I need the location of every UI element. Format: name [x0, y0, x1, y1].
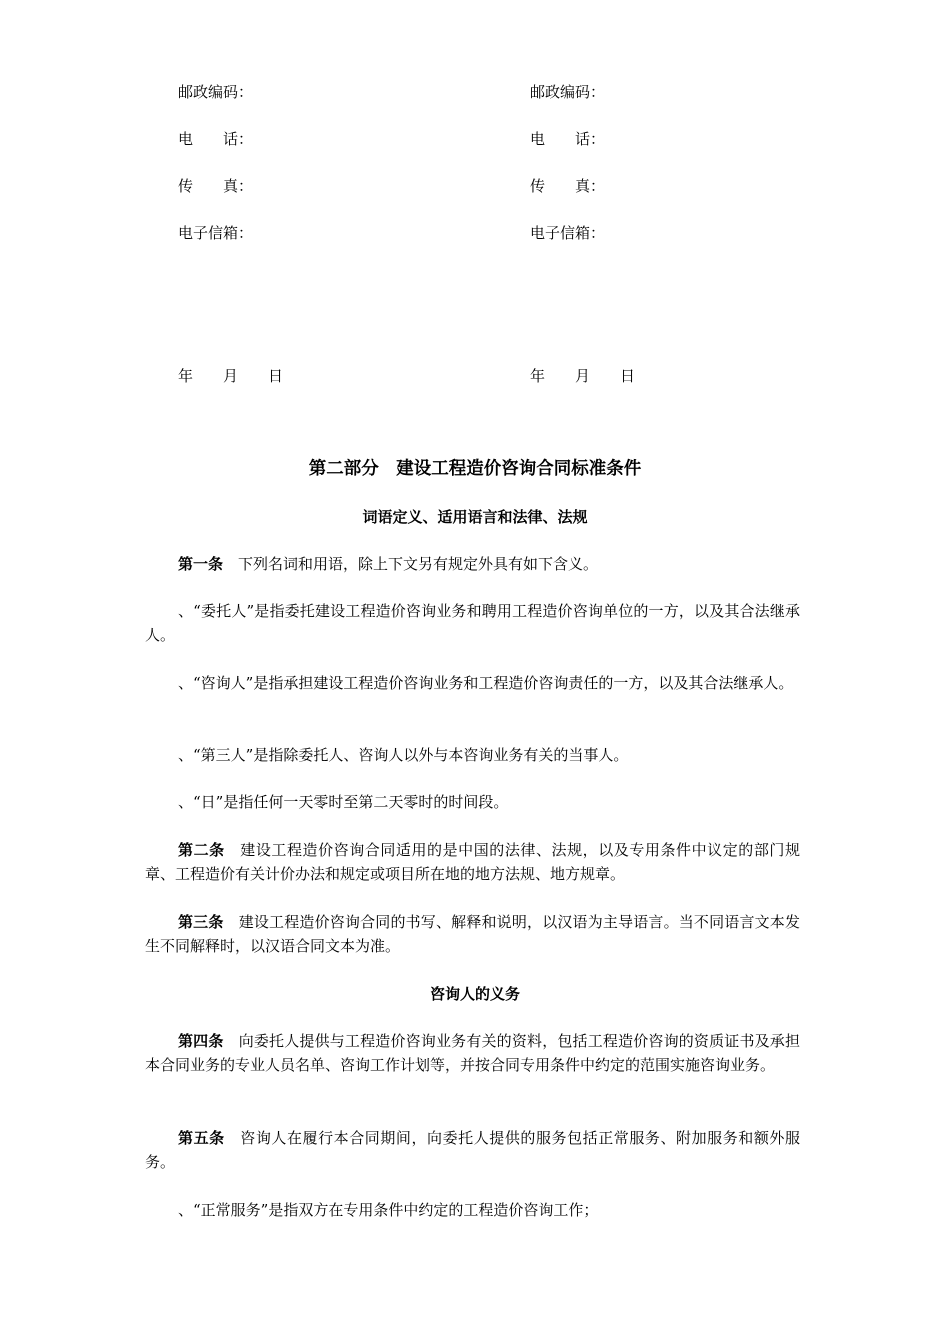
phone-row — [0, 127, 950, 151]
definition-item-client — [145, 599, 800, 647]
phone-label-left: 电 话： — [178, 130, 254, 148]
definition-item-day — [145, 790, 800, 814]
definition-item-consultant — [145, 671, 800, 695]
definition-item-third-party — [145, 743, 800, 767]
definition-text: 、“日”是指任何一天零时至第二天零时的时间段。 — [178, 793, 509, 811]
fax-label-left: 传 真： — [178, 177, 254, 195]
section-title-obligations: 咨询人的义务 — [429, 985, 520, 1003]
article-number: 第五条 — [178, 1129, 225, 1147]
article-4 — [145, 1029, 800, 1077]
date-row — [0, 364, 950, 388]
definition-text: 、“委托人”是指委托建设工程造价咨询业务和聘用工程造价咨询单位的一方，以及其合法继承人。 — [145, 602, 800, 644]
article-5 — [145, 1126, 800, 1174]
fax-row — [0, 174, 950, 198]
article-2 — [145, 838, 800, 886]
article-number: 第二条 — [178, 841, 225, 859]
article-text: 咨询人在履行本合同期间，向委托人提供的服务包括正常服务、附加服务和额外服务。 — [145, 1129, 800, 1171]
email-label-right: 电子信箱： — [530, 224, 606, 242]
article-1 — [145, 552, 800, 576]
article-number: 第一条 — [178, 555, 224, 573]
email-row — [0, 221, 950, 245]
fax-label-right: 传 真： — [530, 177, 606, 195]
article-text: 下列名词和用语，除上下文另有规定外具有如下含义。 — [223, 555, 599, 573]
article-number: 第四条 — [178, 1032, 224, 1050]
article-text: 向委托人提供与工程造价咨询业务有关的资料，包括工程造价咨询的资质证书及承担本合同业务的专业人员名单、咨询工作计划等，并按合同专用条件中约定的范围实施咨询业务。 — [145, 1032, 800, 1074]
part-title: 第二部分 建设工程造价咨询合同标准条件 — [308, 459, 642, 479]
postal-code-row — [0, 80, 950, 104]
postal-code-label-right: 邮政编码： — [530, 83, 606, 101]
service-text: 、“正常服务”是指双方在专用条件中约定的工程造价咨询工作； — [178, 1201, 599, 1219]
article-text: 建设工程造价咨询合同适用的是中国的法律、法规，以及专用条件中议定的部门规章、工程造价有关计价办法和规定或项目所在地的地方法规、地方规章。 — [145, 841, 800, 883]
phone-label-right: 电 话： — [530, 130, 606, 148]
section-title-definitions: 词语定义、适用语言和法律、法规 — [362, 508, 588, 526]
date-left: 年 月 日 — [178, 367, 284, 385]
postal-code-label-left: 邮政编码： — [178, 83, 254, 101]
email-label-left: 电子信箱： — [178, 224, 254, 242]
definition-text: 、“第三人”是指除委托人、咨询人以外与本咨询业务有关的当事人。 — [178, 746, 629, 764]
article-number: 第三条 — [178, 913, 224, 931]
date-right: 年 月 日 — [530, 367, 636, 385]
definition-text: 、“咨询人”是指承担建设工程造价咨询业务和工程造价咨询责任的一方，以及其合法继承人。 — [178, 674, 794, 692]
article-3 — [145, 910, 800, 958]
article-text: 建设工程造价咨询合同的书写、解释和说明，以汉语为主导语言。当不同语言文本发生不同解释时，以汉语合同文本为准。 — [145, 913, 800, 955]
service-item-normal — [145, 1198, 800, 1222]
